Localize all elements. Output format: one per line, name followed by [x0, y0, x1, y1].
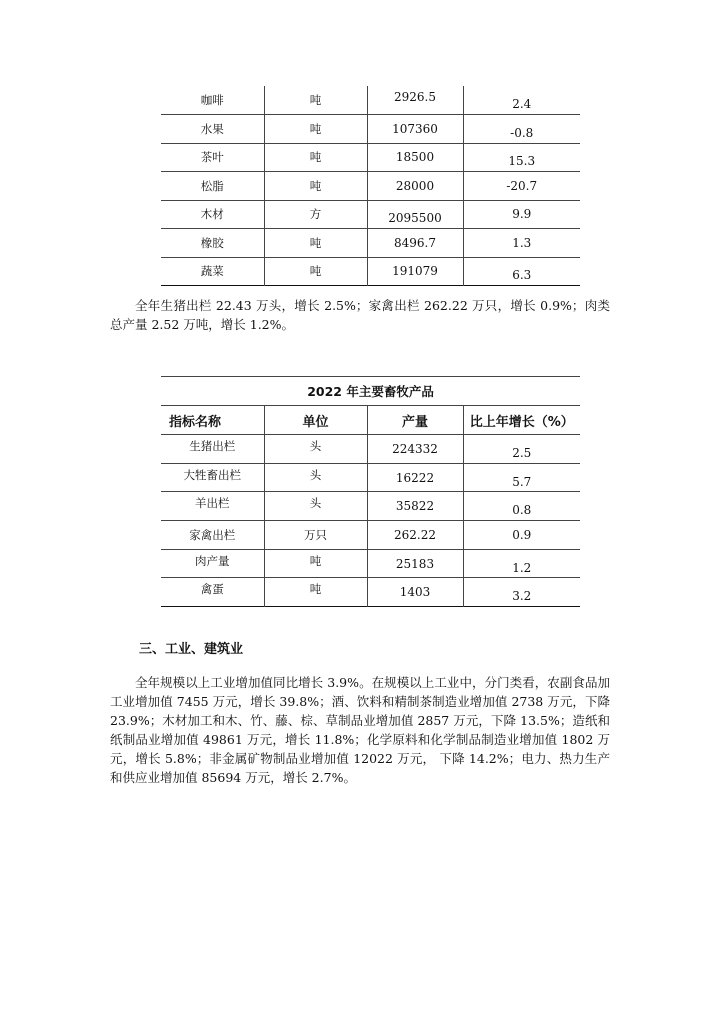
column-header: 比上年增长（%）	[463, 406, 580, 435]
table-cell: 2.4	[463, 86, 580, 115]
table-cell: 吨	[264, 172, 367, 201]
section-heading: 三、工业、建筑业	[139, 642, 244, 657]
table-cell: 107360	[367, 115, 463, 144]
table-cell: 咖啡	[200, 93, 224, 107]
table-row	[161, 549, 580, 578]
table-cell: 25183	[367, 549, 463, 578]
agri-products-table	[161, 86, 580, 286]
table-cell: 肉产量	[161, 549, 264, 578]
table-title: 2022 年主要畜牧产品	[161, 377, 580, 406]
table-cell: 191079	[367, 257, 463, 286]
table-cell: 35822	[367, 492, 463, 521]
table-cell: 8496.7	[367, 229, 463, 258]
column-header: 产量	[367, 406, 463, 435]
table-cell: 吨	[264, 549, 367, 578]
table-cell: 家禽出栏	[161, 521, 264, 550]
industry-paragraph: 全年规模以上工业增加值同比增长 3.9%。在规模以上工业中，分门类看，农副食品加工业增加值 7455 万元，增长 39.8%；酒、饮料和精制茶制造业增加值 2738 万元，下降 23.9%；木材加工和木、竹、藤、棕、草制品业增加值 2857 万元，下降 13.5%；造纸和纸制品业增加值 49861 万元，增长 11.8%；化学原料和化学制品制造业增加值 1802 万元，增长 5.8%；非金属矿物制品业增加值 12022 万元， 下降 14.2%；电力、热力生产和供应业增加值 85694 万元，增长 2.7%。	[110, 675, 610, 785]
table-cell: 橡胶	[161, 229, 264, 258]
table-cell: 吨	[264, 86, 367, 115]
table-header-row	[161, 406, 580, 435]
column-header: 指标名称	[161, 406, 264, 435]
table-cell: 木材	[161, 200, 264, 229]
table-cell: 羊出栏	[161, 492, 264, 521]
table-row	[161, 86, 580, 115]
column-header: 单位	[264, 406, 367, 435]
table-row	[161, 492, 580, 521]
table-cell: 28000	[367, 172, 463, 201]
table-cell: -0.8	[463, 115, 580, 144]
table-cell: 18500	[367, 143, 463, 172]
table-cell: 头	[264, 492, 367, 521]
table-cell: 2926.5	[367, 86, 463, 115]
table-row	[161, 200, 580, 229]
table-row	[161, 172, 580, 201]
table-cell: 16222	[367, 463, 463, 492]
table-row	[161, 229, 580, 258]
table-cell: 2.5	[463, 435, 580, 464]
table-cell: 头	[264, 463, 367, 492]
table-cell: 吨	[264, 578, 367, 607]
table-row	[161, 115, 580, 144]
table-cell: 2095500	[367, 200, 463, 229]
table-cell: -20.7	[463, 172, 580, 201]
table-cell: 蔬菜	[161, 257, 264, 286]
table-cell: 吨	[264, 143, 367, 172]
table-cell: 头	[264, 435, 367, 464]
table-cell: 6.3	[463, 257, 580, 286]
table-cell: 吨	[264, 115, 367, 144]
table-row	[161, 463, 580, 492]
table-row	[161, 435, 580, 464]
table-cell: 5.7	[463, 463, 580, 492]
livestock-summary-paragraph: 全年生猪出栏 22.43 万头，增长 2.5%；家禽出栏 262.22 万只，增长 0.9%；肉类总产量 2.52 万吨，增长 1.2%。	[110, 298, 610, 332]
table-cell: 生猪出栏	[189, 438, 236, 453]
table-row	[161, 578, 580, 607]
table-cell: 9.9	[463, 200, 580, 229]
table-row	[161, 143, 580, 172]
table-cell: 茶叶	[161, 143, 264, 172]
table-cell: 水果	[161, 115, 264, 144]
table-cell: 224332	[367, 435, 463, 464]
table-cell: 0.8	[463, 492, 580, 521]
table-cell: 大牲畜出栏	[161, 463, 264, 492]
table-cell: 1403	[367, 578, 463, 607]
table-cell: 万只	[264, 521, 367, 550]
table-cell: 0.9	[463, 521, 580, 550]
table-cell: 松脂	[161, 172, 264, 201]
table-cell: 1.2	[463, 549, 580, 578]
table-cell: 1.3	[463, 229, 580, 258]
table-cell: 262.22	[367, 521, 463, 550]
table-cell: 吨	[264, 229, 367, 258]
table-cell: 方	[264, 200, 367, 229]
table-cell: 15.3	[463, 143, 580, 172]
table-row	[161, 257, 580, 286]
table-row	[161, 521, 580, 550]
table-cell: 3.2	[463, 578, 580, 607]
livestock-products-table	[161, 376, 580, 607]
table-cell: 吨	[264, 257, 367, 286]
table-cell: 禽蛋	[161, 578, 264, 607]
